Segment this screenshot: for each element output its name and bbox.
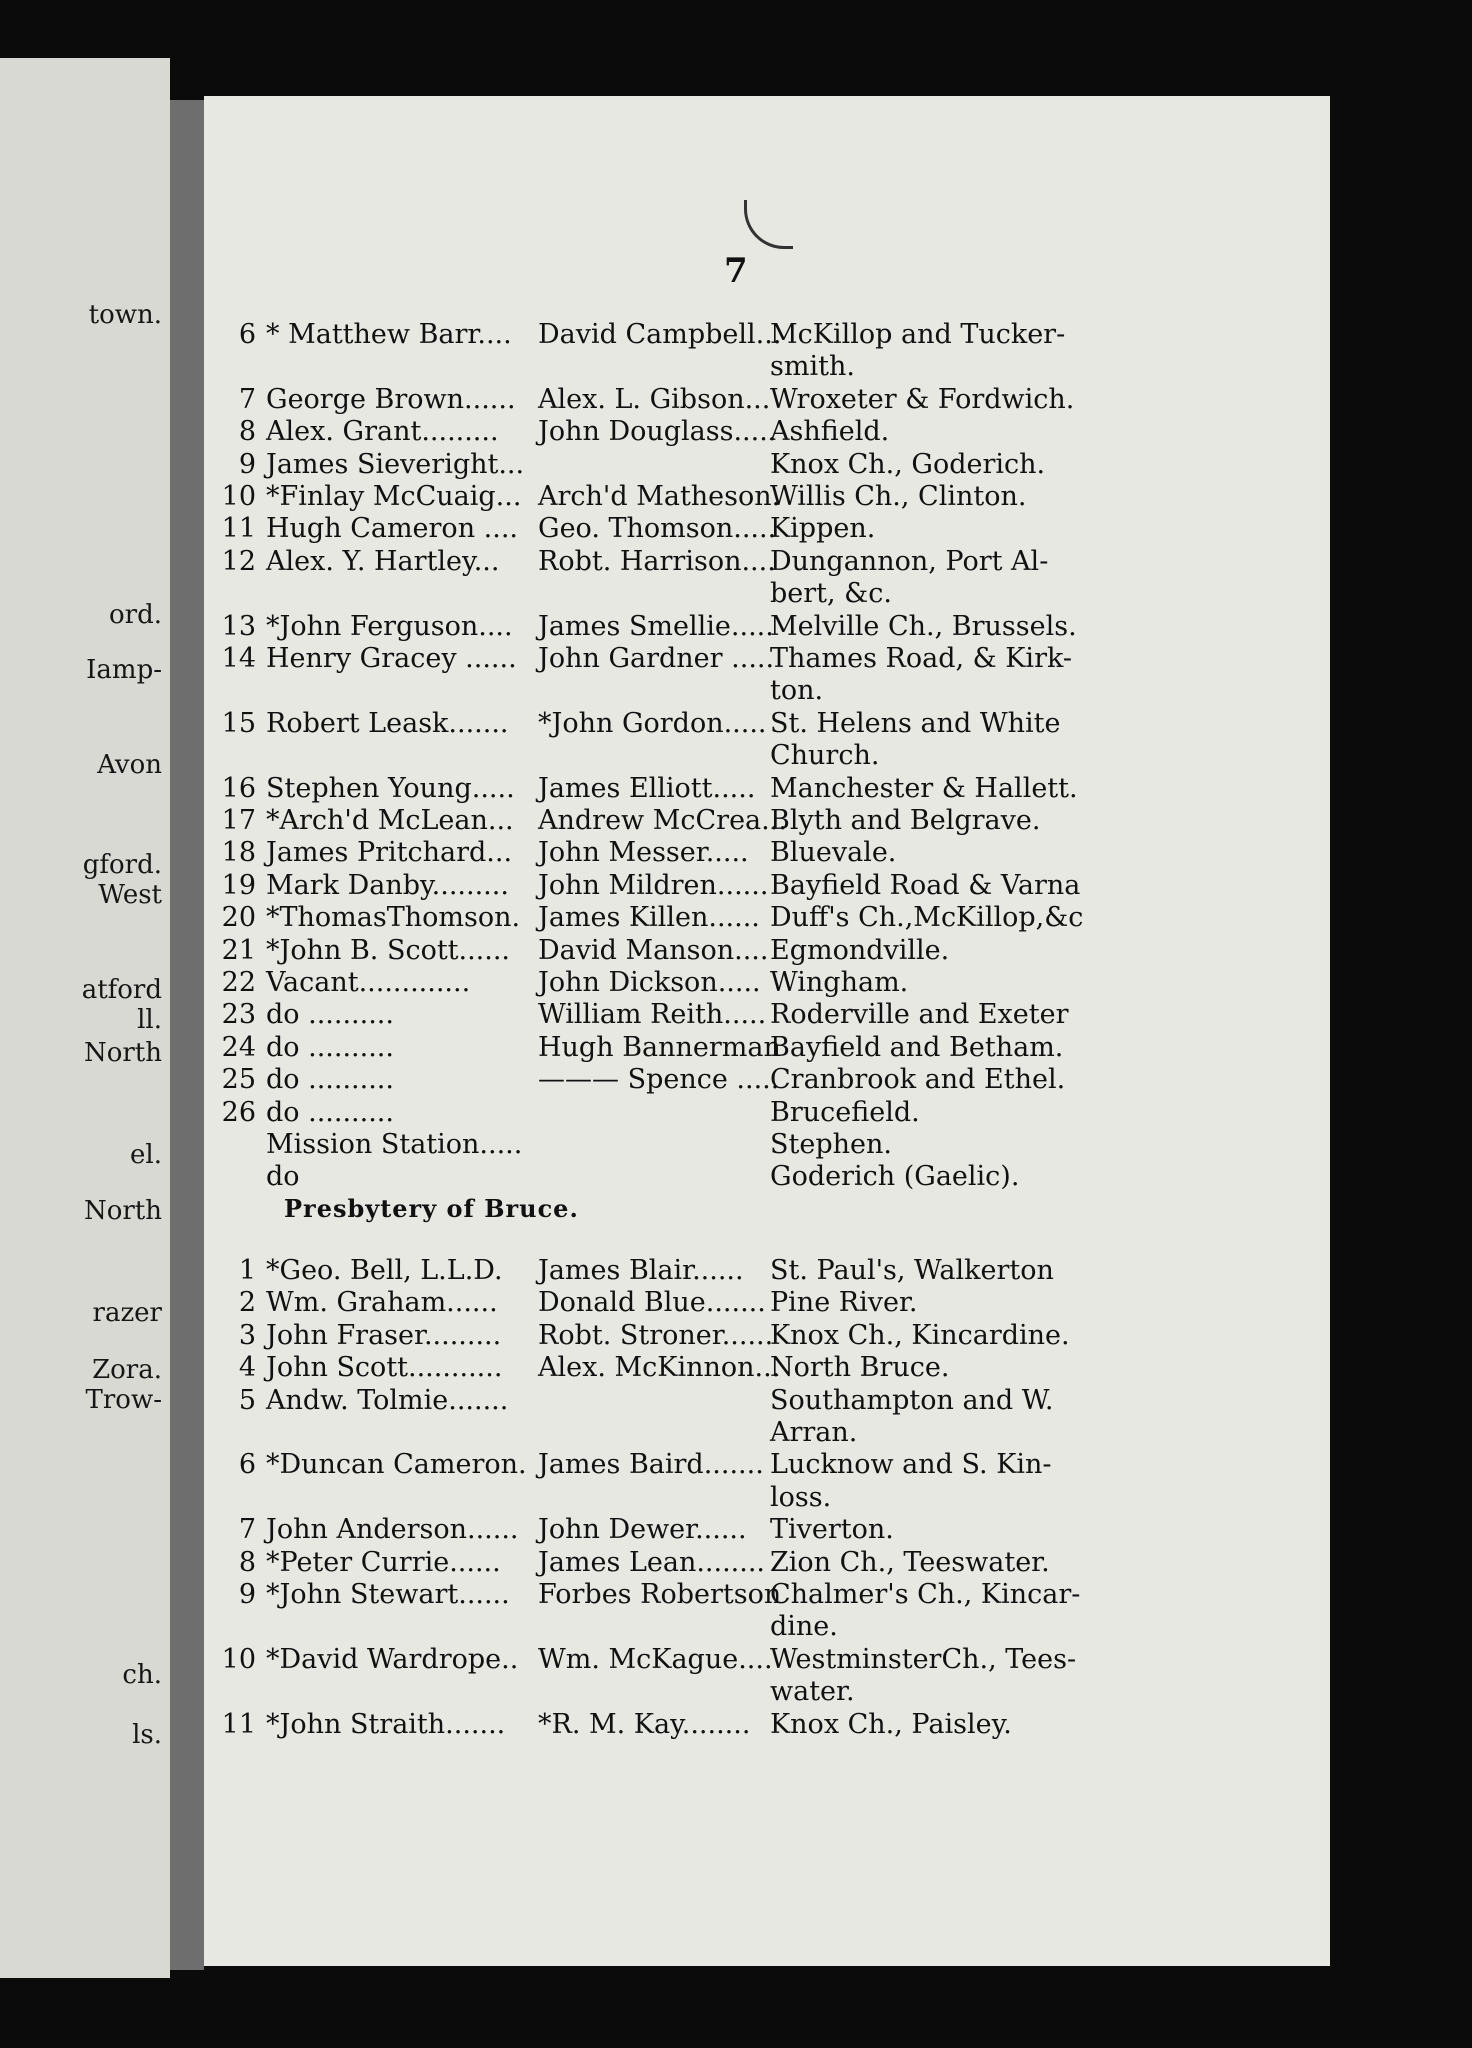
congregation-name: water. xyxy=(770,1676,855,1708)
congregation-name: Goderich (Gaelic). xyxy=(770,1161,1020,1193)
minister-name: Robert Leask....... xyxy=(266,707,509,739)
row-number: 9 xyxy=(238,448,256,480)
row-number: 7 xyxy=(238,383,256,415)
minister-name: John Scott........... xyxy=(266,1352,503,1384)
row-number: 8 xyxy=(238,1546,256,1578)
facing-page-fragment: ls. xyxy=(132,1720,162,1750)
row-number: 12 xyxy=(221,545,256,577)
row-number: 4 xyxy=(238,1352,256,1384)
congregation-name: smith. xyxy=(770,351,855,383)
pencil-mark xyxy=(744,200,793,249)
minister-name: do xyxy=(266,1161,300,1193)
minister-name: Alex. Grant......... xyxy=(266,416,499,448)
representative-name: Robt. Stroner...... xyxy=(538,1319,774,1351)
minister-name: *ThomasThomson. xyxy=(266,902,521,934)
row-number: 8 xyxy=(238,416,256,448)
facing-page-fragment: ord. xyxy=(109,600,162,630)
congregation-name: Bayfield Road & Varna xyxy=(770,869,1081,901)
minister-name: Stephen Young..... xyxy=(266,772,515,804)
congregation-name: Bluevale. xyxy=(770,837,897,869)
row-number: 10 xyxy=(221,1643,256,1675)
minister-name: Hugh Cameron .... xyxy=(266,513,518,545)
representative-name: James Killen...... xyxy=(538,902,760,934)
minister-name: * Matthew Barr.... xyxy=(266,319,512,350)
row-number: 11 xyxy=(221,513,256,545)
facing-page-fragment: Zora. xyxy=(92,1355,162,1385)
minister-name: *Peter Currie...... xyxy=(266,1546,501,1578)
row-number: 5 xyxy=(238,1384,256,1416)
representative-name: James Lean........ xyxy=(538,1546,765,1578)
facing-page-fragment: el. xyxy=(130,1140,162,1170)
minister-name: Henry Gracey ...... xyxy=(266,643,517,674)
row-number: 24 xyxy=(221,1031,256,1063)
row-number: 19 xyxy=(221,869,256,901)
representative-name: ——— Spence ..... xyxy=(538,1064,780,1096)
minister-name: Mark Danby......... xyxy=(266,869,509,901)
congregation-name: Brucefield. xyxy=(770,1096,920,1128)
minister-name: James Sieveright... xyxy=(266,448,525,480)
representative-name: Alex. McKinnon... xyxy=(538,1352,781,1384)
representative-name: John Dewer...... xyxy=(538,1514,747,1546)
congregation-name: Lucknow and S. Kin- xyxy=(770,1449,1052,1481)
minister-name: *Arch'd McLean... xyxy=(266,805,514,836)
page-number: 7 xyxy=(724,251,748,291)
row-number: 3 xyxy=(238,1319,256,1351)
minister-name: Andw. Tolmie....... xyxy=(266,1384,509,1416)
facing-page-fragment: town. xyxy=(88,300,162,330)
minister-name: *John Stewart...... xyxy=(266,1579,510,1610)
minister-name: *John Straith....... xyxy=(266,1708,506,1740)
representative-name: Geo. Thomson..... xyxy=(538,513,777,545)
facing-page-fragment: razer xyxy=(92,1298,162,1328)
congregation-name: Manchester & Hallett. xyxy=(770,772,1078,804)
congregation-name: Cranbrook and Ethel. xyxy=(770,1064,1066,1096)
row-number: 22 xyxy=(221,967,256,998)
congregation-name: Egmondville. xyxy=(770,934,950,966)
representative-name: David Campbell... xyxy=(538,319,782,350)
minister-name: George Brown...... xyxy=(266,383,516,415)
congregation-name: North Bruce. xyxy=(770,1352,950,1384)
congregation-name: Wingham. xyxy=(770,967,909,998)
congregation-name: McKillop and Tucker- xyxy=(770,319,1066,350)
row-number: 7 xyxy=(238,1514,256,1546)
congregation-name: ton. xyxy=(770,675,824,707)
row-number: 2 xyxy=(238,1287,256,1319)
representative-name: Alex. L. Gibson... xyxy=(538,383,771,415)
representative-name: James Smellie..... xyxy=(538,610,774,642)
minister-name: Vacant............. xyxy=(266,967,471,998)
facing-page-fragment: North xyxy=(83,1196,162,1226)
minister-name: do .......... xyxy=(266,999,394,1031)
congregation-name: Dungannon, Port Al- xyxy=(770,545,1049,577)
representative-name: James Blair...... xyxy=(538,1255,744,1286)
minister-name: Alex. Y. Hartley... xyxy=(266,545,500,577)
minister-name: *Geo. Bell, L.L.D. xyxy=(266,1255,503,1286)
minister-name: *Finlay McCuaig... xyxy=(266,481,522,512)
representative-name: John Mildren...... xyxy=(538,869,769,901)
congregation-name: Chalmer's Ch., Kincar- xyxy=(770,1579,1081,1610)
representative-name: John Douglass..... xyxy=(538,416,777,448)
congregation-name: Willis Ch., Clinton. xyxy=(770,481,1027,512)
representative-name: John Dickson..... xyxy=(538,967,761,998)
congregation-name: Pine River. xyxy=(770,1287,918,1319)
facing-page-fragment: West xyxy=(98,880,162,910)
congregation-name: Roderville and Exeter xyxy=(770,999,1069,1031)
congregation-name: bert, &c. xyxy=(770,578,892,610)
representative-name: William Reith..... xyxy=(538,999,767,1031)
representative-name: Robt. Harrison.... xyxy=(538,545,776,577)
congregation-name: WestminsterCh., Tees- xyxy=(770,1643,1077,1675)
facing-page-edge xyxy=(0,58,170,1978)
congregation-name: St. Paul's, Walkerton xyxy=(770,1255,1054,1286)
row-number: 25 xyxy=(221,1064,256,1096)
congregation-name: Church. xyxy=(770,740,880,772)
congregation-name: Tiverton. xyxy=(770,1514,894,1546)
congregation-name: Arran. xyxy=(770,1417,858,1448)
scan-border xyxy=(0,1978,1472,2048)
congregation-name: loss. xyxy=(770,1481,832,1513)
representative-name: *John Gordon..... xyxy=(538,707,767,739)
minister-name: *John B. Scott...... xyxy=(266,934,511,966)
row-number: 20 xyxy=(221,902,256,934)
facing-page-fragment: Trow- xyxy=(85,1385,162,1415)
row-number: 17 xyxy=(221,805,256,836)
facing-page-fragment: Avon xyxy=(97,750,162,780)
facing-page-fragment: North xyxy=(83,1038,162,1068)
row-number: 26 xyxy=(221,1096,256,1128)
representative-name: David Manson.... xyxy=(538,934,769,966)
congregation-name: Knox Ch., Goderich. xyxy=(770,448,1046,480)
minister-name: James Pritchard... xyxy=(266,837,513,869)
representative-name: Arch'd Matheson. xyxy=(538,481,781,512)
row-number: 21 xyxy=(221,934,256,966)
minister-name: Wm. Graham...... xyxy=(266,1287,498,1319)
row-number: 6 xyxy=(238,319,256,350)
facing-page-fragment: atford xyxy=(81,975,162,1005)
row-number: 13 xyxy=(221,610,256,642)
representative-name: Wm. McKague.... xyxy=(538,1643,773,1675)
row-number: 6 xyxy=(238,1449,256,1481)
row-number: 23 xyxy=(221,999,256,1031)
congregation-name: Zion Ch., Teeswater. xyxy=(770,1546,1050,1578)
congregation-name: Ashfield. xyxy=(770,416,890,448)
facing-page-fragment: gford. xyxy=(82,850,162,880)
row-number: 9 xyxy=(238,1579,256,1610)
minister-name: do .......... xyxy=(266,1064,394,1096)
representative-name: Hugh Bannerman xyxy=(538,1031,781,1063)
row-number: 16 xyxy=(221,772,256,804)
row-number: 10 xyxy=(221,481,256,512)
row-number: 18 xyxy=(221,837,256,869)
congregation-name: Stephen. xyxy=(770,1129,892,1160)
congregation-name: Southampton and W. xyxy=(770,1384,1054,1416)
representative-name: Forbes Robertson xyxy=(538,1579,782,1610)
congregation-name: Knox Ch., Paisley. xyxy=(770,1708,1012,1740)
minister-name: do .......... xyxy=(266,1096,394,1128)
facing-page-fragment: ch. xyxy=(122,1660,162,1690)
congregation-name: Melville Ch., Brussels. xyxy=(770,610,1077,642)
representative-name: James Elliott..... xyxy=(538,772,756,804)
document-page xyxy=(204,96,1330,1966)
row-number: 15 xyxy=(221,707,256,739)
minister-name: John Fraser......... xyxy=(266,1319,502,1351)
representative-name: James Baird....... xyxy=(538,1449,764,1481)
congregation-name: Bayfield and Betham. xyxy=(770,1031,1064,1063)
row-number: 11 xyxy=(221,1708,256,1740)
minister-name: *Duncan Cameron. xyxy=(266,1449,527,1481)
representative-name: Donald Blue....... xyxy=(538,1287,766,1319)
minister-name: *John Ferguson.... xyxy=(266,610,513,642)
row-number: 1 xyxy=(238,1255,256,1286)
representative-name: John Gardner ..... xyxy=(538,643,775,674)
facing-page-fragment: ll. xyxy=(137,1005,162,1035)
congregation-name: St. Helens and White xyxy=(770,707,1061,739)
representative-name: John Messer..... xyxy=(538,837,749,869)
row-number: 14 xyxy=(221,643,256,674)
book-gutter xyxy=(170,100,204,1970)
congregation-name: Kippen. xyxy=(770,513,876,545)
representative-name: Andrew McCrea... xyxy=(538,805,787,836)
minister-name: do .......... xyxy=(266,1031,394,1063)
presbytery-heading: Presbytery of Bruce. xyxy=(284,1194,579,1223)
congregation-name: Knox Ch., Kincardine. xyxy=(770,1319,1070,1351)
congregation-name: Wroxeter & Fordwich. xyxy=(770,383,1075,415)
representative-name: *R. M. Kay........ xyxy=(538,1708,751,1740)
congregation-name: Blyth and Belgrave. xyxy=(770,805,1041,836)
facing-page-fragment: Iamp- xyxy=(86,655,162,685)
congregation-name: Thames Road, & Kirk- xyxy=(770,643,1072,674)
minister-name: *David Wardrope.. xyxy=(266,1643,519,1675)
congregation-name: dine. xyxy=(770,1611,838,1643)
minister-name: Mission Station..... xyxy=(266,1129,523,1160)
minister-name: John Anderson...... xyxy=(266,1514,519,1546)
congregation-name: Duff's Ch.,McKillop,&c xyxy=(770,902,1084,934)
